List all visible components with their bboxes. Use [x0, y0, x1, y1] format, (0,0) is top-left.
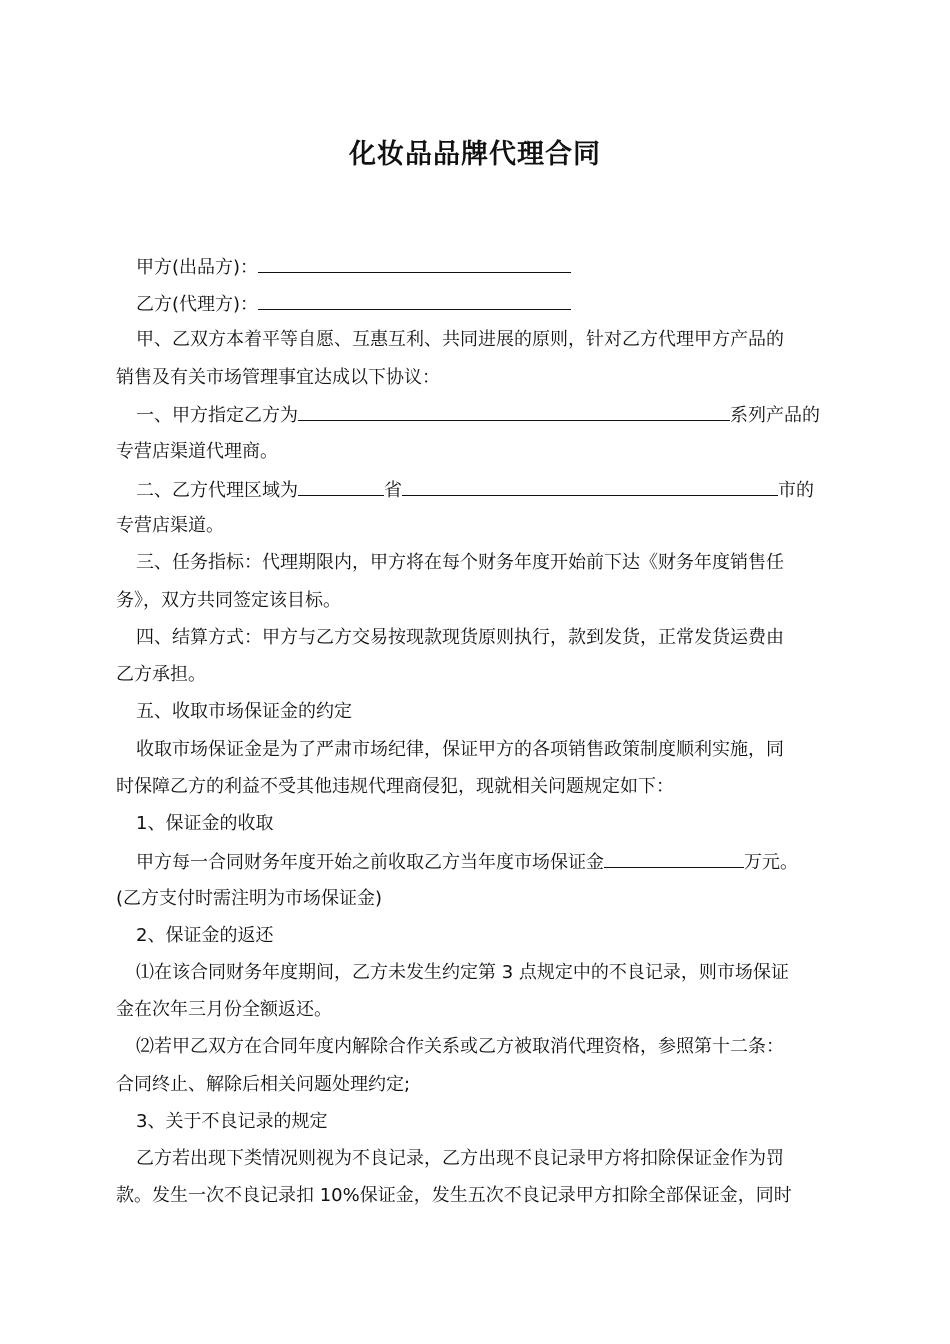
clause-3-line-2: 务》，双方共同签定该目标。	[116, 590, 341, 611]
bad-record-heading: 3、关于不良记录的规定	[136, 1111, 328, 1132]
party-a-blank[interactable]	[258, 254, 571, 273]
clause-5-intro-line-1: 收取市场保证金是为了严肃市场纪律，保证甲方的各项销售政策制度顺利实施，同	[136, 739, 784, 760]
deposit-return-heading: 2、保证金的返还	[136, 925, 274, 946]
party-a-label: 甲方(出品方)：	[136, 257, 259, 278]
deposit-return-p2-line-2: 合同终止、解除后相关问题处理约定;	[116, 1074, 411, 1095]
clause-1-line-1	[136, 402, 820, 428]
party-b-blank[interactable]	[258, 291, 571, 310]
deposit-collection-note: (乙方支付时需注明为市场保证金)	[116, 888, 383, 909]
clause-2-line-2: 专营店渠道。	[116, 515, 224, 536]
deposit-collection-after: 万元。	[744, 852, 798, 873]
deposit-collection-line	[136, 849, 798, 875]
bad-record-line-2: 款。发生一次不良记录扣 10%保证金，发生五次不良记录甲方扣除全部保证金，同时	[116, 1185, 792, 1206]
deposit-amount-blank[interactable]	[604, 849, 744, 868]
clause-2-after: 市的	[778, 480, 814, 501]
document-title: 化妆品品牌代理合同	[349, 139, 601, 170]
deposit-return-p1-line-2: 金在次年三月份全额返还。	[116, 999, 332, 1020]
preamble-line-1: 甲、乙双方本着平等自愿、互惠互利、共同进展的原则，针对乙方代理甲方产品的	[136, 329, 784, 350]
clause-2-city-blank[interactable]	[402, 477, 778, 496]
clause-4-line-2: 乙方承担。	[116, 664, 206, 685]
clause-3-line-1: 三、任务指标：代理期限内，甲方将在每个财务年度开始前下达《财务年度销售任	[136, 552, 784, 573]
bad-record-line-1: 乙方若出现下类情况则视为不良记录，乙方出现不良记录甲方将扣除保证金作为罚	[136, 1148, 784, 1169]
clause-5-heading: 五、收取市场保证金的约定	[136, 701, 352, 722]
clause-1-line-2: 专营店渠道代理商。	[116, 441, 278, 462]
deposit-return-p1-line-1: ⑴在该合同财务年度期间，乙方未发生约定第 3 点规定中的不良记录，则市场保证	[136, 962, 789, 983]
party-a-line	[136, 254, 571, 280]
clause-1-before: 一、甲方指定乙方为	[136, 405, 298, 426]
clause-4-line-1: 四、结算方式：甲方与乙方交易按现款现货原则执行，款到发货，正常发货运费由	[136, 627, 784, 648]
clause-1-after: 系列产品的	[730, 405, 820, 426]
clause-2-province: 省	[384, 480, 402, 501]
clause-2-province-blank[interactable]	[298, 477, 384, 496]
clause-2-line-1	[136, 477, 814, 503]
party-b-label: 乙方(代理方)：	[136, 294, 259, 315]
clause-2-before: 二、乙方代理区域为	[136, 480, 298, 501]
deposit-return-p2-line-1: ⑵若甲乙双方在合同年度内解除合作关系或乙方被取消代理资格，参照第十二条：	[136, 1036, 784, 1057]
clause-5-intro-line-2: 时保障乙方的利益不受其他违规代理商侵犯，现就相关问题规定如下：	[116, 776, 674, 797]
preamble-line-2: 销售及有关市场管理事宜达成以下协议：	[116, 367, 440, 388]
party-b-line	[136, 291, 571, 317]
clause-1-series-blank[interactable]	[298, 402, 730, 421]
deposit-collection-before: 甲方每一合同财务年度开始之前收取乙方当年度市场保证金	[136, 852, 604, 873]
deposit-collection-heading: 1、保证金的收取	[136, 813, 274, 834]
